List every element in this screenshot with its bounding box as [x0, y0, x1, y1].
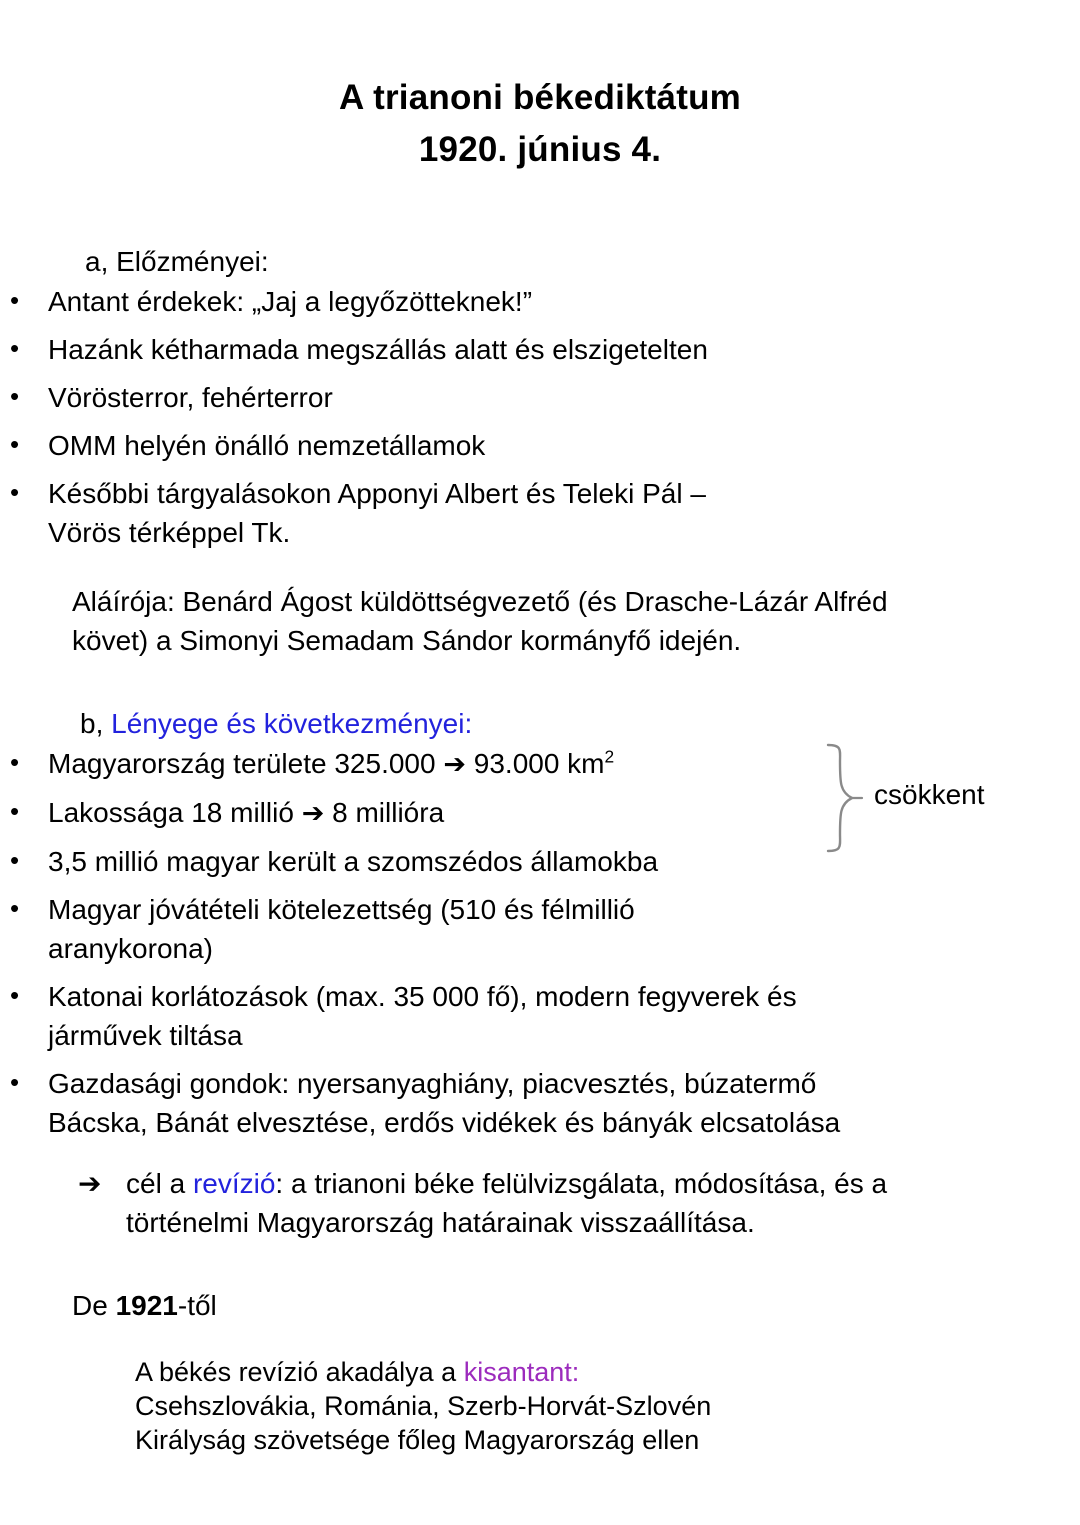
closing-line	[135, 1423, 1080, 1457]
closing-block	[135, 1355, 1080, 1457]
section-a	[0, 242, 1080, 660]
section-a-bullet-list	[0, 282, 1080, 552]
closing-line	[135, 1389, 1080, 1423]
list-item	[0, 378, 1080, 417]
signer-paragraph: Aláírója: Benárd Ágost küldöttségvezető (és Drasche-Lázár Alfréd követ) a Simonyi Semadam Sándor kormányfő idején.	[72, 586, 888, 656]
bullet-text: OMM helyén önálló nemzetállamok	[48, 430, 486, 461]
goal-pre: cél a	[126, 1168, 193, 1199]
section-b-label	[80, 704, 1080, 744]
bullet-text: Magyar jóvátételi kötelezettség (510 és félmillió aranykorona)	[48, 894, 635, 964]
list-item	[0, 330, 1080, 369]
title-line-2: 1920. június 4.	[418, 130, 662, 169]
bullet-text-pre: Magyarország területe 325.000	[48, 748, 444, 779]
closing-line-pre: Királyság szövetsége főleg Magyarország ellen	[135, 1425, 700, 1455]
bullet-text: Antant érdekek: „Jaj a legyőzötteknek!”	[48, 286, 533, 317]
bullet-text: Gazdasági gondok: nyersanyaghiány, piacvesztés, búzatermő Bácska, Bánát elvesztése, erdős vidékek és bányák elcsatolása	[48, 1068, 841, 1138]
superscript: 2	[604, 746, 615, 767]
closing-heading-pre: De	[72, 1290, 116, 1321]
brace-annotation	[818, 742, 1018, 852]
goal-highlight: revízió	[192, 1168, 276, 1199]
bullet-text: Katonai korlátozások (max. 35 000 fő), modern fegyverek és járművek tiltása	[48, 981, 797, 1051]
bullet-text: Későbbi tárgyalásokon Apponyi Albert és Teleki Pál – Vörös térképpel Tk.	[48, 478, 706, 548]
bullet-text: Hazánk kétharmada megszállás alatt és elszigetelten	[48, 334, 708, 365]
bullet-text: Vörösterror, fehérterror	[48, 382, 333, 413]
list-item	[0, 282, 1080, 321]
closing-line-pre: A békés revízió akadálya a	[135, 1357, 464, 1387]
goal-post: : a trianoni béke felülvizsgálata, módosítása, és a történelmi Magyarország határainak visszaállítása.	[126, 1168, 888, 1238]
brace-label: csökkent	[874, 779, 985, 810]
section-b-label-prefix: b,	[80, 708, 112, 739]
page-title	[0, 0, 1080, 176]
list-item	[0, 1064, 868, 1142]
bullet-text-post: 8 millióra	[324, 797, 445, 828]
closing-heading-year: 1921	[115, 1290, 178, 1321]
closing-line-highlight: kisantant:	[463, 1357, 580, 1387]
right-arrow-icon: ➔	[443, 749, 466, 779]
bullet-text-post: 93.000 km	[465, 748, 605, 779]
bullet-text-pre: Lakossága 18 millió	[48, 797, 302, 828]
right-arrow-icon: ➔	[78, 1168, 102, 1199]
section-a-label: a, Előzményei:	[85, 246, 269, 277]
closing-heading	[72, 1286, 1080, 1325]
closing-line	[135, 1355, 1080, 1389]
right-arrow-icon: ➔	[301, 798, 325, 828]
section-b-label-highlight: Lényege és következményei:	[111, 708, 473, 739]
goal-statement	[78, 1164, 986, 1242]
list-item	[0, 977, 838, 1055]
bullet-text: 3,5 millió magyar került a szomszédos államokba	[48, 846, 659, 877]
list-item	[0, 474, 748, 552]
title-line-1: A trianoni békediktátum	[339, 78, 741, 117]
curly-brace-icon	[818, 742, 868, 854]
list-item	[0, 890, 708, 968]
closing-line-pre: Csehszlovákia, Románia, Szerb-Horvát-Szlovén	[135, 1391, 712, 1421]
closing-heading-post: -től	[177, 1290, 217, 1321]
list-item	[0, 426, 1080, 465]
